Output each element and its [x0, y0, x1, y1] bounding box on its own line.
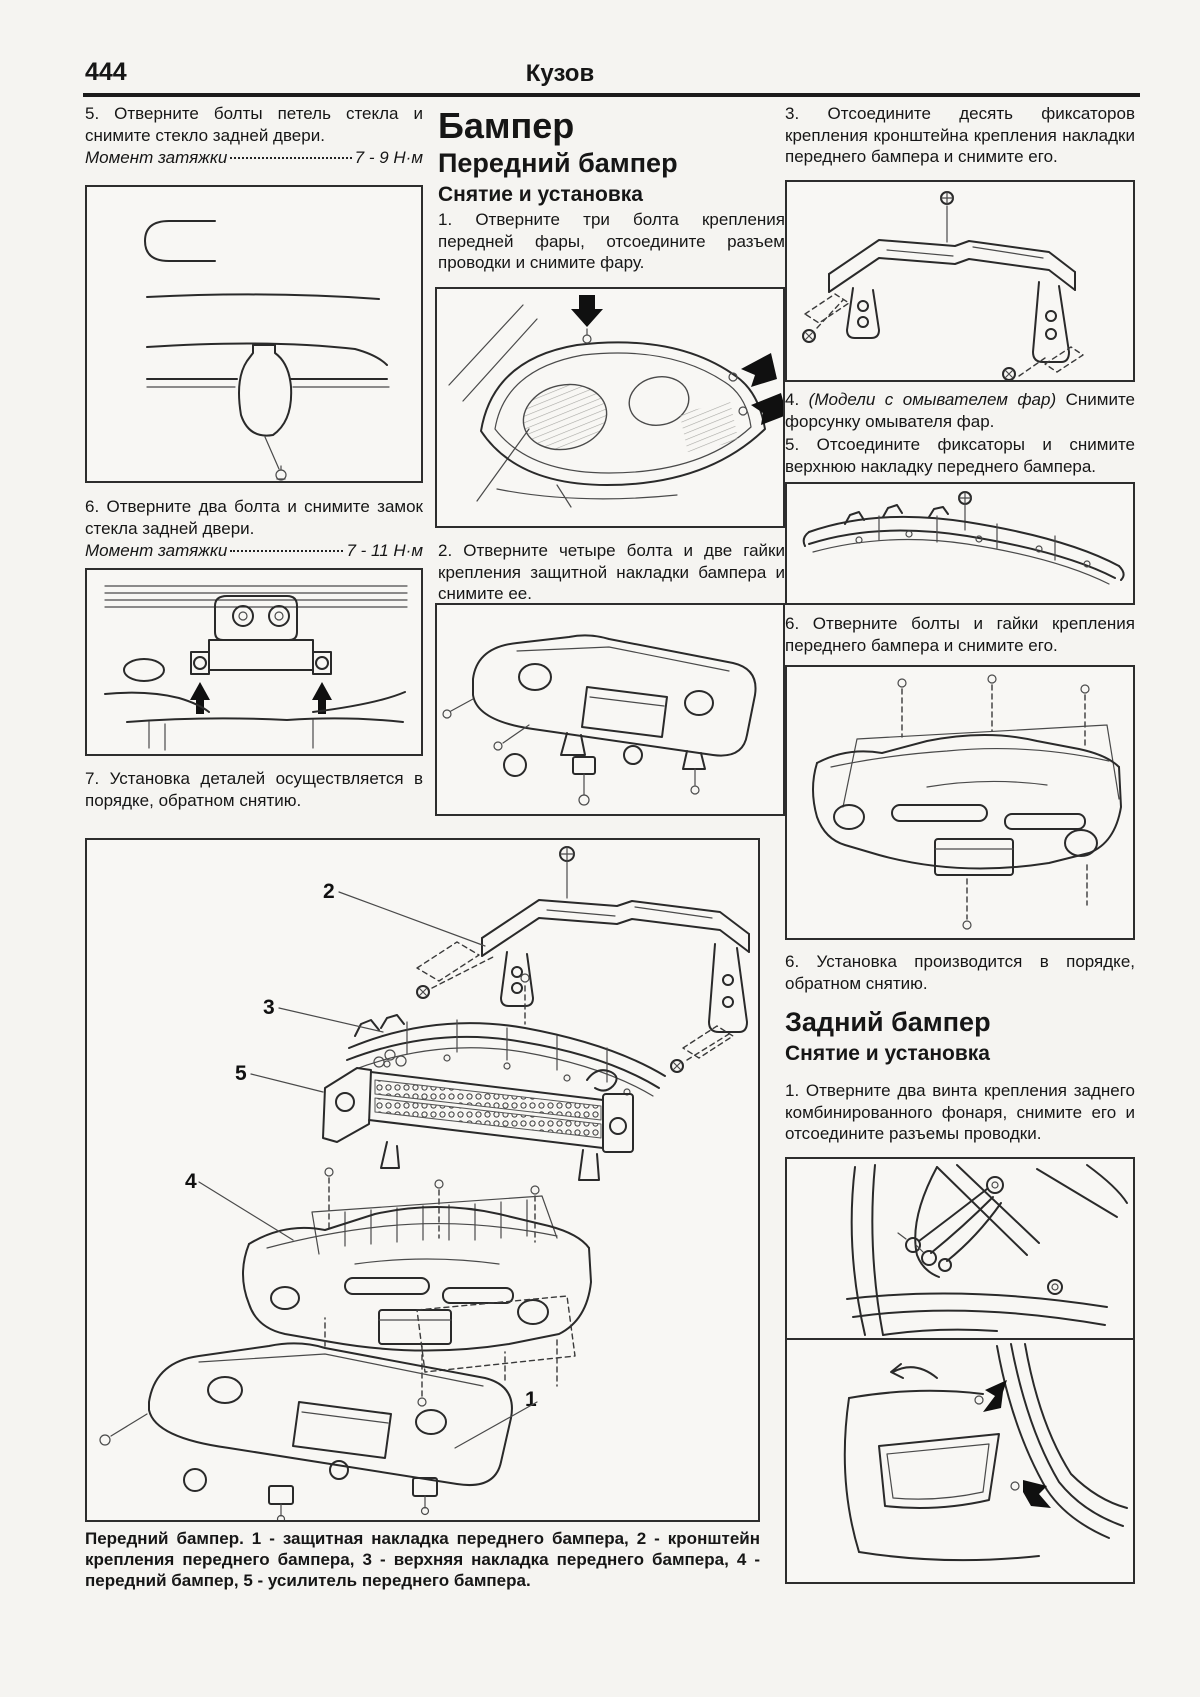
torque-value: 7 - 9 Н·м — [354, 148, 423, 167]
diagram-label-1: 1 — [525, 1388, 537, 1411]
step4-text: 4. (Модели с омывателем фар) Снимите форсунку омывателя фар. — [785, 390, 1135, 431]
step3-text: 3. Отсоедините десять фиксаторов крепления кронштейна крепления накладки переднего бампера и снимите его. — [785, 104, 1135, 166]
front-bumper-figure — [785, 665, 1135, 940]
tail-lamp-removal-figure — [785, 1338, 1135, 1584]
removal-install-heading: Снятие и установка — [438, 183, 643, 206]
rear-step1-text: 1. Отверните два винта крепления заднего комбинированного фонаря, снимите его и отсоедините разъемы проводки. — [785, 1081, 1135, 1143]
pad-bracket-illustration — [787, 182, 1133, 380]
step7-text: 7. Установка деталей осуществляется в порядке, обратном снятию. — [85, 769, 423, 810]
dot-leader — [230, 157, 351, 159]
mid-step2-paragraph — [438, 540, 785, 605]
step6-torque-line — [85, 540, 423, 562]
glass-lock-illustration — [87, 570, 421, 754]
tail-lamp-wiring-figure — [785, 1157, 1135, 1340]
bumper-pad-illustration — [437, 605, 783, 814]
front-bumper-heading: Передний бампер — [438, 148, 678, 178]
left-step7-paragraph — [85, 768, 423, 811]
right-step5-paragraph — [785, 434, 1135, 477]
chapter-heading: Бампер — [438, 105, 575, 146]
headlight-illustration — [437, 289, 783, 526]
header-rule — [83, 93, 1140, 97]
front-bumper-illustration — [787, 667, 1133, 938]
front-bumper-exploded-figure — [85, 838, 760, 1522]
step6-install-text: 6. Установка производится в порядке, обратном снятию. — [785, 952, 1135, 993]
step1-text: 1. Отверните три болта крепления передней фары, отсоедините разъем проводки и снимите фару. — [438, 210, 785, 272]
left-step5-paragraph — [85, 103, 423, 169]
page-title: Кузов — [525, 60, 595, 87]
torque-value: 7 - 11 Н·м — [346, 541, 423, 560]
tail-lamp-wiring-illustration — [787, 1159, 1133, 1338]
step5-text: 5. Отверните болты петель стекла и снимите стекло задней двери. — [85, 104, 423, 145]
pad-bracket-figure — [785, 180, 1135, 382]
step5-torque-line — [85, 147, 423, 169]
front-bumper-exploded-illustration — [87, 840, 758, 1520]
torque-label: Момент затяжки — [85, 148, 228, 167]
tail-lamp-removal-illustration — [787, 1340, 1133, 1582]
bumper-headings — [438, 106, 785, 274]
dot-leader — [230, 550, 343, 552]
diagram-label-4: 4 — [185, 1170, 197, 1193]
step6-text: 6. Отверните два болта и снимите замок стекла задней двери. — [85, 497, 423, 538]
bumper-pad-figure — [435, 603, 785, 816]
headlight-figure — [435, 287, 785, 528]
upper-trim-illustration — [787, 484, 1133, 603]
page-number: 444 — [85, 58, 127, 86]
diagram-label-5: 5 — [235, 1062, 247, 1085]
torque-label: Момент затяжки — [85, 541, 228, 560]
right-step3-paragraph — [785, 103, 1135, 168]
exploded-diagram-caption: Передний бампер. 1 - защитная накладка переднего бампера, 2 - кронштейн крепления переднего бампера, 3 - верхняя накладка переднего бампера, 4 - передний бампер, 5 - усилитель переднего бампера. — [85, 1529, 760, 1590]
right-step6-paragraph — [785, 613, 1135, 656]
left-step6-paragraph — [85, 496, 423, 562]
rear-removal-install-heading: Снятие и установка — [785, 1042, 990, 1065]
step5-text: 5. Отсоедините фиксаторы и снимите верхнюю накладку переднего бампера. — [785, 435, 1135, 476]
diagram-label-3: 3 — [263, 996, 275, 1019]
upper-trim-figure — [785, 482, 1135, 605]
rear-step1-paragraph — [785, 1080, 1135, 1145]
door-glass-hinge-illustration — [87, 187, 421, 481]
right-step6-install-paragraph — [785, 951, 1135, 994]
right-step4-paragraph — [785, 389, 1135, 432]
step6-text: 6. Отверните болты и гайки крепления переднего бампера и снимите его. — [785, 614, 1135, 655]
rear-bumper-heading: Задний бампер — [785, 1007, 991, 1037]
rear-bumper-headings — [785, 1007, 1135, 1068]
step4-italic-note: (Модели с омывателем фар) — [808, 390, 1057, 409]
glass-lock-figure — [85, 568, 423, 756]
diagram-label-2: 2 — [323, 880, 335, 903]
door-glass-hinge-figure — [85, 185, 423, 483]
step2-text: 2. Отверните четыре болта и две гайки крепления защитной накладки бампера и снимите ее. — [438, 541, 785, 603]
down-arrow-icon — [571, 295, 603, 327]
